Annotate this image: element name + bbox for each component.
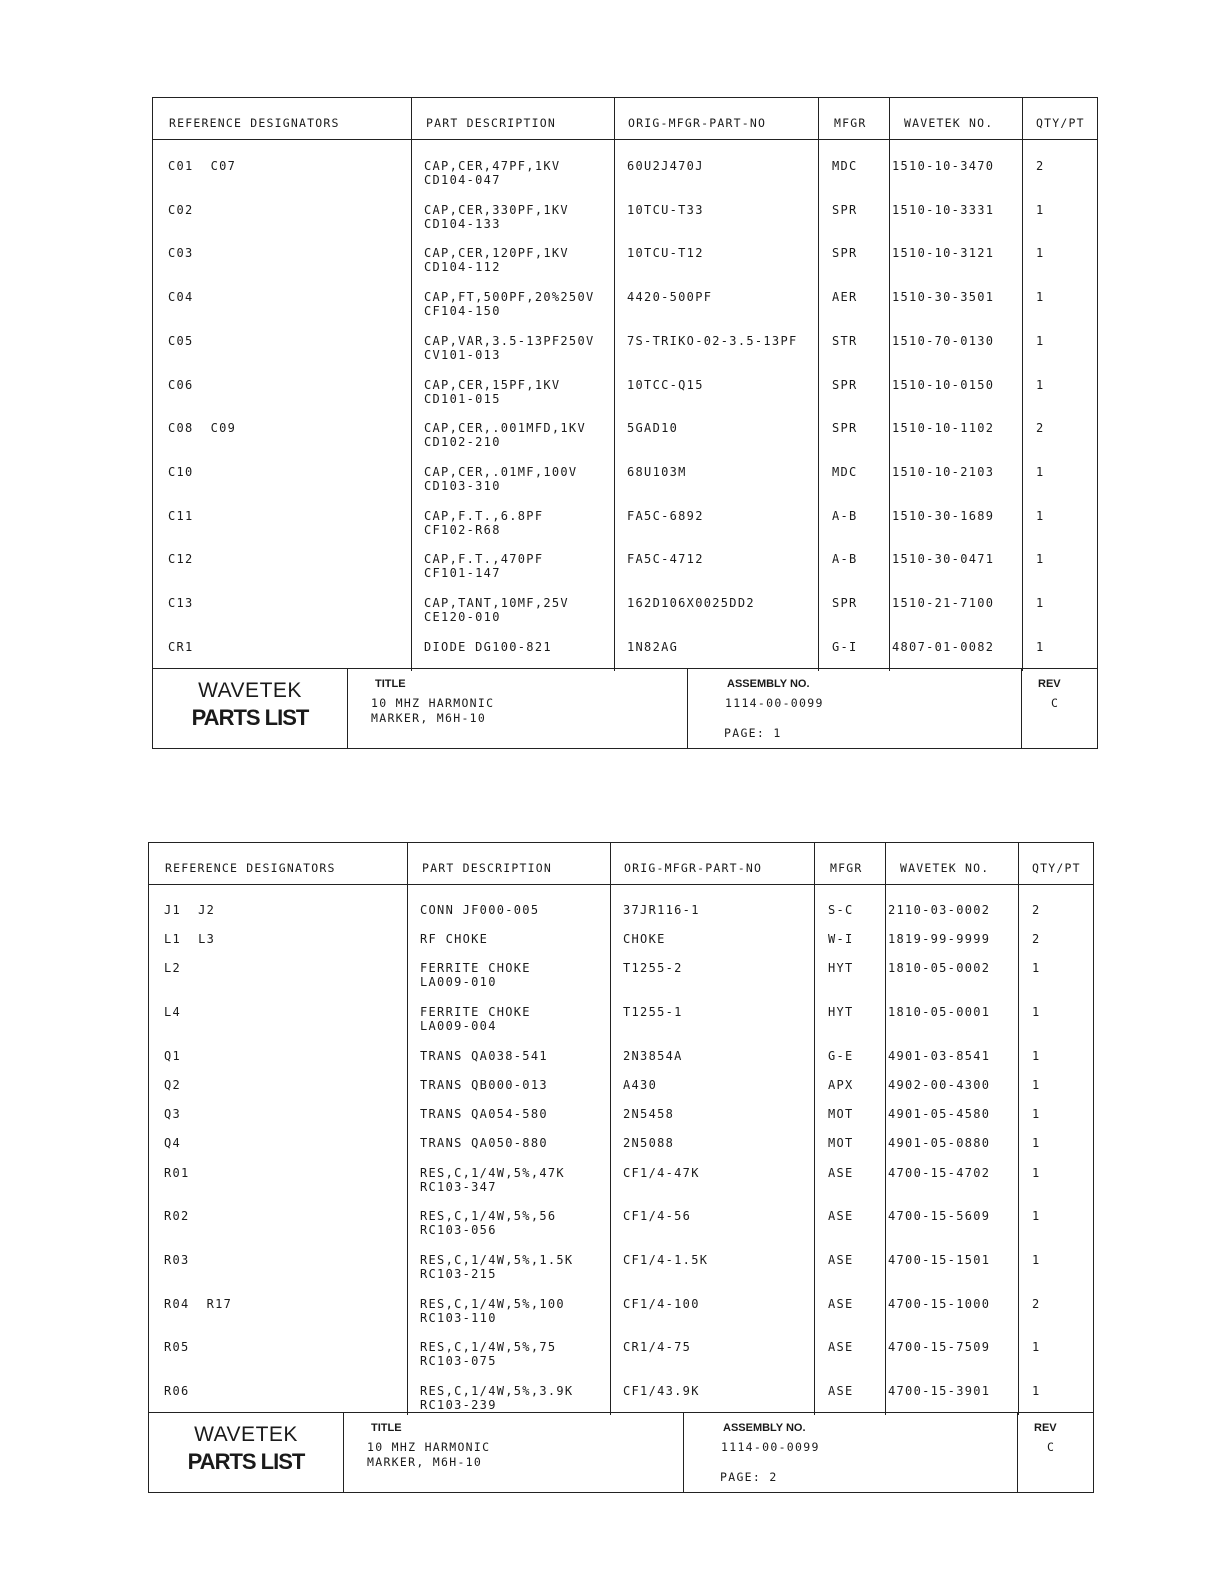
cell-wavetek: 4807-01-0082	[892, 639, 995, 654]
cell-desc: RES,C,1/4W,5%,3.9K	[420, 1384, 574, 1399]
cell-wavetek: 4700-15-1000	[888, 1296, 991, 1311]
cell-orig: 2N3854A	[623, 1048, 683, 1063]
column-divider	[1022, 98, 1023, 671]
col-header-qty: QTY/PT	[1036, 116, 1085, 130]
cell-wavetek: 4700-15-1501	[888, 1253, 991, 1267]
column-header-row	[149, 843, 1093, 885]
cell-ref: C13	[168, 596, 194, 610]
cell-qty: 1	[1036, 508, 1045, 523]
cell-desc: TRANS QA054-580	[420, 1107, 548, 1122]
cell-wavetek: 1510-30-0471	[892, 552, 995, 567]
cell-desc-line2: CV101-013	[424, 347, 501, 362]
cell-qty: 1	[1032, 1209, 1041, 1224]
cell-mfgr: HYT	[828, 1005, 854, 1020]
cell-desc: CONN JF000-005	[420, 903, 540, 917]
title-label: TITLE	[371, 1422, 402, 1434]
cell-orig: 10TCU-T12	[627, 246, 704, 261]
cell-mfgr: SPR	[832, 377, 858, 392]
cell-orig: CF1/4-100	[623, 1296, 700, 1311]
cell-desc-line2: CD104-112	[424, 260, 501, 275]
cell-ref: C08 C09	[168, 421, 237, 436]
cell-ref: C10	[168, 464, 194, 479]
cell-mfgr: SPR	[832, 596, 858, 610]
cell-desc-line2: RC103-056	[420, 1223, 497, 1238]
cell-desc: RES,C,1/4W,5%,75	[420, 1340, 557, 1355]
cell-desc: CAP,TANT,10MF,25V	[424, 596, 569, 610]
cell-ref: C03	[168, 246, 194, 261]
cell-qty: 1	[1036, 464, 1045, 479]
cell-ref: C12	[168, 552, 194, 567]
cell-qty: 1	[1036, 290, 1045, 305]
cell-wavetek: 1810-05-0002	[888, 961, 991, 976]
cell-ref: C01 C07	[168, 159, 237, 173]
parts-list-sheet-page-2	[148, 842, 1094, 1493]
cell-ref: C04	[168, 290, 194, 305]
cell-ref: Q2	[164, 1078, 182, 1092]
cell-wavetek: 4700-15-7509	[888, 1340, 991, 1355]
page-number: PAGE: 2	[720, 1470, 778, 1484]
cell-desc: RES,C,1/4W,5%,56	[420, 1209, 557, 1224]
cell-orig: T1255-2	[623, 961, 683, 976]
cell-ref: Q3	[164, 1107, 182, 1122]
brand-name: WAVETEK	[194, 1423, 298, 1446]
cell-qty: 1	[1036, 596, 1045, 610]
cell-orig: FA5C-6892	[627, 508, 704, 523]
cell-qty: 1	[1032, 1048, 1041, 1063]
cell-ref: J1 J2	[164, 903, 216, 917]
cell-ref: R05	[164, 1340, 190, 1355]
cell-orig: 5GAD10	[627, 421, 679, 436]
cell-ref: Q4	[164, 1136, 182, 1151]
cell-mfgr: SPR	[832, 421, 858, 436]
cell-ref: CR1	[168, 639, 194, 654]
col-header-orig: ORIG-MFGR-PART-NO	[624, 861, 763, 875]
cell-wavetek: 4901-05-0880	[888, 1136, 991, 1151]
cell-qty: 1	[1032, 1384, 1041, 1399]
cell-desc: RES,C,1/4W,5%,1.5K	[420, 1253, 574, 1267]
cell-qty: 2	[1032, 1296, 1041, 1311]
page-number: PAGE: 1	[724, 726, 782, 740]
cell-orig: T1255-1	[623, 1005, 683, 1020]
cell-orig: 37JR116-1	[623, 903, 700, 917]
cell-wavetek: 4700-15-5609	[888, 1209, 991, 1224]
cell-ref: C06	[168, 377, 194, 392]
cell-orig: 1N82AG	[627, 639, 679, 654]
cell-qty: 1	[1032, 1165, 1041, 1180]
cell-mfgr: MDC	[832, 159, 858, 173]
cell-mfgr: S-C	[828, 903, 854, 917]
cell-wavetek: 4901-03-8541	[888, 1048, 991, 1063]
cell-mfgr: AER	[832, 290, 858, 305]
cell-qty: 1	[1036, 333, 1045, 348]
cell-mfgr: SPR	[832, 246, 858, 261]
title-label: TITLE	[375, 678, 406, 690]
cell-desc: CAP,FT,500PF,20%250V	[424, 290, 595, 305]
cell-qty: 2	[1032, 932, 1041, 947]
cell-desc-line2: RC103-215	[420, 1267, 497, 1281]
title-cell	[343, 1413, 684, 1492]
rev-label: REV	[1034, 1422, 1057, 1434]
col-header-orig: ORIG-MFGR-PART-NO	[628, 116, 767, 130]
cell-desc-line2: RC103-075	[420, 1354, 497, 1369]
assembly-label: ASSEMBLY NO.	[723, 1422, 806, 1434]
cell-orig: CF1/4-1.5K	[623, 1253, 709, 1267]
cell-qty: 2	[1032, 903, 1041, 917]
cell-ref: L2	[164, 961, 182, 976]
cell-wavetek: 1510-10-3121	[892, 246, 995, 261]
cell-desc: FERRITE CHOKE	[420, 1005, 531, 1020]
cell-orig: 10TCC-Q15	[627, 377, 704, 392]
assembly-number: 1114-00-0099	[721, 1440, 820, 1454]
cell-ref: R02	[164, 1209, 190, 1224]
cell-desc-line2: RC103-347	[420, 1179, 497, 1194]
cell-qty: 1	[1036, 202, 1045, 217]
cell-desc: TRANS QA038-541	[420, 1048, 548, 1063]
cell-ref: L4	[164, 1005, 182, 1020]
cell-desc: CAP,CER,.01MF,100V	[424, 464, 578, 479]
cell-wavetek: 1510-10-1102	[892, 421, 995, 436]
cell-ref: C02	[168, 202, 194, 217]
cell-qty: 1	[1032, 961, 1041, 976]
assembly-cell	[687, 669, 1022, 748]
cell-qty: 1	[1036, 639, 1045, 654]
cell-mfgr: ASE	[828, 1209, 854, 1224]
cell-desc-line2: CF102-R68	[424, 522, 501, 537]
cell-desc: CAP,VAR,3.5-13PF250V	[424, 333, 595, 348]
parts-list-label: PARTS LIST	[191, 705, 309, 730]
cell-ref: R04 R17	[164, 1296, 233, 1311]
cell-wavetek: 4700-15-3901	[888, 1384, 991, 1399]
parts-list-label: PARTS LIST	[187, 1449, 305, 1474]
col-header-wavetek: WAVETEK NO.	[904, 116, 994, 130]
cell-orig: CHOKE	[623, 932, 666, 947]
cell-qty: 1	[1032, 1253, 1041, 1267]
rev-label: REV	[1038, 678, 1061, 690]
cell-ref: R03	[164, 1253, 190, 1267]
cell-desc: RES,C,1/4W,5%,47K	[420, 1165, 565, 1180]
cell-orig: 4420-500PF	[627, 290, 713, 305]
rev-cell	[1017, 1413, 1093, 1492]
cell-qty: 1	[1032, 1107, 1041, 1122]
cell-ref: Q1	[164, 1048, 182, 1063]
cell-wavetek: 2110-03-0002	[888, 903, 991, 917]
cell-desc-line2: RC103-110	[420, 1310, 497, 1325]
cell-wavetek: 4700-15-4702	[888, 1165, 991, 1180]
column-divider	[614, 98, 615, 671]
cell-mfgr: A-B	[832, 508, 858, 523]
cell-wavetek: 4901-05-4580	[888, 1107, 991, 1122]
cell-mfgr: ASE	[828, 1296, 854, 1311]
cell-wavetek: 1510-70-0130	[892, 333, 995, 348]
title-line-1: 10 MHZ HARMONIC	[371, 696, 495, 710]
cell-desc-line2: LA009-004	[420, 1019, 497, 1034]
cell-desc-line2: LA009-010	[420, 975, 497, 990]
column-divider	[407, 843, 408, 1415]
column-divider	[885, 843, 886, 1415]
cell-desc: TRANS QA050-880	[420, 1136, 548, 1151]
column-divider	[411, 98, 412, 671]
cell-mfgr: G-I	[832, 639, 858, 654]
cell-mfgr: ASE	[828, 1165, 854, 1180]
cell-ref: C11	[168, 508, 194, 523]
cell-qty: 1	[1036, 246, 1045, 261]
cell-orig: 60U2J470J	[627, 159, 704, 173]
cell-orig: 2N5458	[623, 1107, 675, 1122]
cell-desc-line2: CF104-150	[424, 304, 501, 319]
cell-orig: CF1/4-56	[623, 1209, 692, 1224]
col-header-ref: REFERENCE DESIGNATORS	[169, 116, 340, 130]
brand-name: WAVETEK	[198, 679, 302, 702]
col-header-wavetek: WAVETEK NO.	[900, 861, 990, 875]
cell-wavetek: 1510-10-2103	[892, 464, 995, 479]
cell-desc-line2: CD101-015	[424, 391, 501, 406]
wavetek-logo	[153, 669, 348, 748]
cell-qty: 1	[1036, 552, 1045, 567]
cell-qty: 1	[1032, 1005, 1041, 1020]
cell-mfgr: HYT	[828, 961, 854, 976]
cell-qty: 1	[1036, 377, 1045, 392]
cell-desc-line2: CF101-147	[424, 566, 501, 581]
cell-wavetek: 1510-21-7100	[892, 596, 995, 610]
cell-wavetek: 1819-99-9999	[888, 932, 991, 947]
cell-mfgr: ASE	[828, 1340, 854, 1355]
cell-orig: CF1/4-47K	[623, 1165, 700, 1180]
cell-mfgr: A-B	[832, 552, 858, 567]
cell-desc: CAP,CER,.001MFD,1KV	[424, 421, 586, 436]
col-header-mfgr: MFGR	[834, 116, 867, 130]
cell-desc: CAP,CER,15PF,1KV	[424, 377, 561, 392]
cell-mfgr: ASE	[828, 1253, 854, 1267]
cell-mfgr: W-I	[828, 932, 854, 947]
cell-desc-line2: CE120-010	[424, 610, 501, 624]
cell-mfgr: STR	[832, 333, 858, 348]
cell-qty: 1	[1032, 1340, 1041, 1355]
column-header-row	[153, 98, 1097, 140]
assembly-number: 1114-00-0099	[725, 696, 824, 710]
cell-desc: RES,C,1/4W,5%,100	[420, 1296, 565, 1311]
cell-qty: 1	[1032, 1078, 1041, 1092]
cell-mfgr: G-E	[828, 1048, 854, 1063]
column-divider	[610, 843, 611, 1415]
cell-orig: 2N5088	[623, 1136, 675, 1151]
title-block	[149, 1412, 1093, 1492]
cell-orig: CR1/4-75	[623, 1340, 692, 1355]
assembly-label: ASSEMBLY NO.	[727, 678, 810, 690]
cell-qty: 1	[1032, 1136, 1041, 1151]
cell-desc: CAP,CER,120PF,1KV	[424, 246, 569, 261]
cell-ref: C05	[168, 333, 194, 348]
column-divider	[1018, 843, 1019, 1415]
cell-qty: 2	[1036, 421, 1045, 436]
cell-desc-line2: CD104-133	[424, 216, 501, 231]
cell-desc-line2: CD104-047	[424, 173, 501, 187]
cell-orig: FA5C-4712	[627, 552, 704, 567]
cell-desc-line2: CD103-310	[424, 478, 501, 493]
rev-value: C	[1047, 1440, 1056, 1454]
cell-desc: FERRITE CHOKE	[420, 961, 531, 976]
cell-wavetek: 1510-10-3331	[892, 202, 995, 217]
title-line-2: MARKER, M6H-10	[367, 1455, 483, 1469]
cell-ref: R06	[164, 1384, 190, 1399]
cell-wavetek: 1510-30-3501	[892, 290, 995, 305]
cell-qty: 2	[1036, 159, 1045, 173]
cell-desc-line2: CD102-210	[424, 435, 501, 450]
cell-desc: DIODE DG100-821	[424, 639, 552, 654]
column-divider	[814, 843, 815, 1415]
rev-value: C	[1051, 696, 1060, 710]
cell-wavetek: 1510-30-1689	[892, 508, 995, 523]
wavetek-logo	[149, 1413, 344, 1492]
cell-wavetek: 1510-10-3470	[892, 159, 995, 173]
cell-desc: CAP,CER,330PF,1KV	[424, 202, 569, 217]
col-header-desc: PART DESCRIPTION	[426, 116, 556, 130]
cell-orig: 162D106X0025DD2	[627, 596, 755, 610]
cell-desc: CAP,F.T.,470PF	[424, 552, 544, 567]
cell-ref: L1 L3	[164, 932, 216, 947]
col-header-ref: REFERENCE DESIGNATORS	[165, 861, 336, 875]
title-block	[153, 668, 1097, 748]
cell-desc-line2: RC103-239	[420, 1398, 497, 1413]
cell-orig: 10TCU-T33	[627, 202, 704, 217]
cell-mfgr: MDC	[832, 464, 858, 479]
parts-list-sheet-page-1	[152, 97, 1098, 749]
cell-desc: TRANS QB000-013	[420, 1078, 548, 1092]
cell-wavetek: 1510-10-0150	[892, 377, 995, 392]
col-header-mfgr: MFGR	[830, 861, 863, 875]
cell-desc: CAP,F.T.,6.8PF	[424, 508, 544, 523]
cell-mfgr: MOT	[828, 1107, 854, 1122]
cell-mfgr: SPR	[832, 202, 858, 217]
cell-wavetek: 1810-05-0001	[888, 1005, 991, 1020]
cell-orig: A430	[623, 1078, 658, 1092]
col-header-desc: PART DESCRIPTION	[422, 861, 552, 875]
cell-orig: 68U103M	[627, 464, 687, 479]
column-divider	[818, 98, 819, 671]
column-divider	[889, 98, 890, 671]
cell-mfgr: ASE	[828, 1384, 854, 1399]
title-line-1: 10 MHZ HARMONIC	[367, 1440, 491, 1454]
cell-mfgr: MOT	[828, 1136, 854, 1151]
cell-orig: 7S-TRIKO-02-3.5-13PF	[627, 333, 798, 348]
col-header-qty: QTY/PT	[1032, 861, 1081, 875]
cell-desc: RF CHOKE	[420, 932, 489, 947]
rev-cell	[1021, 669, 1097, 748]
cell-desc: CAP,CER,47PF,1KV	[424, 159, 561, 173]
cell-orig: CF1/43.9K	[623, 1384, 700, 1399]
title-line-2: MARKER, M6H-10	[371, 711, 487, 725]
cell-ref: R01	[164, 1165, 190, 1180]
assembly-cell	[683, 1413, 1018, 1492]
cell-wavetek: 4902-00-4300	[888, 1078, 991, 1092]
cell-mfgr: APX	[828, 1078, 854, 1092]
title-cell	[347, 669, 688, 748]
